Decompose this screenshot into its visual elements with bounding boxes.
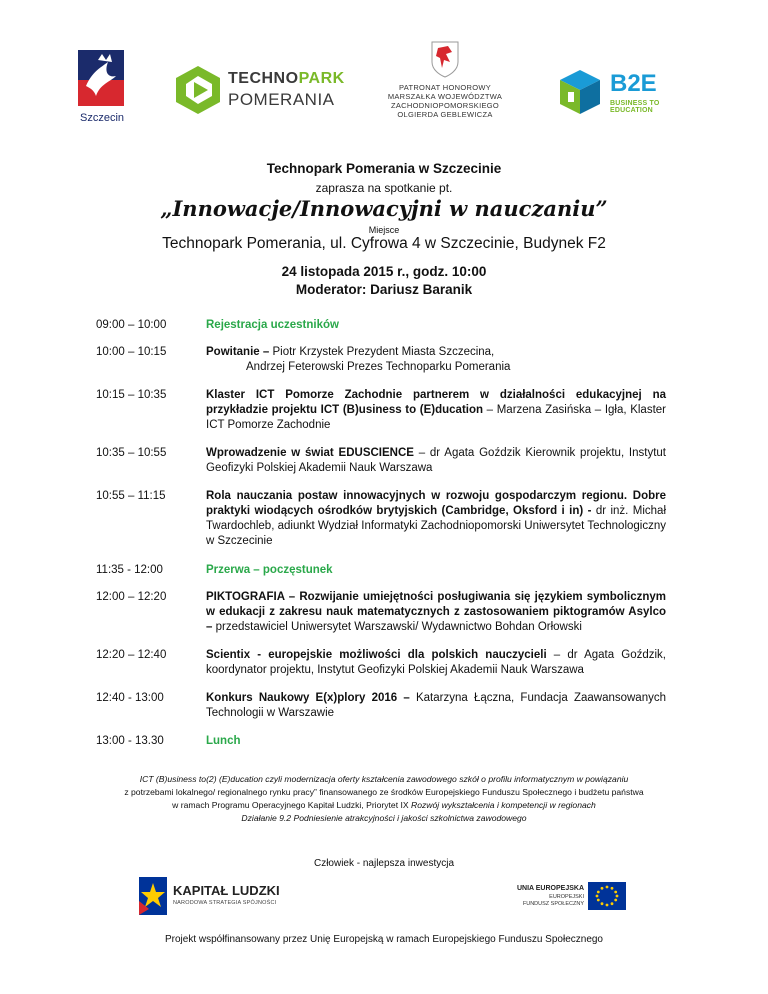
place-value: Technopark Pomerania, ul. Cyfrowa 4 w Szczecinie, Budynek F2 — [162, 235, 606, 252]
agenda-time: 11:35 - 12:00 — [96, 564, 163, 576]
patronat-text: PATRONAT HONOROWY MARSZAŁKA WOJEWÓDZTWA ZACHODNIOPOMORSKIEGO OLGIERDA GEBLEWICZA — [387, 83, 503, 119]
place-label: Miejsce — [368, 225, 400, 235]
agenda-time: 10:00 – 10:15 — [96, 346, 167, 358]
eu-logo — [506, 880, 626, 914]
agenda-time: 09:00 – 10:00 — [96, 319, 167, 331]
agenda-time: 10:35 – 10:55 — [96, 447, 167, 459]
invite-text: zaprasza na spotkanie pt. — [315, 181, 453, 195]
b2e-subtitle: BUSINESS TO EDUCATION — [610, 100, 660, 114]
event-title: „Innowacje/Innowacyjni w nauczaniu” — [160, 196, 608, 221]
kapital-ludzki-logo — [135, 873, 285, 919]
agenda-desc: Przerwa – poczęstunek — [206, 564, 333, 576]
agenda-desc: Lunch — [206, 735, 241, 747]
kapital-ludzki-star-icon — [135, 873, 171, 919]
b2e-logo — [554, 66, 704, 120]
szczecin-logo — [78, 50, 138, 128]
agenda-desc: Scientix - europejskie możliwości dla polskich nauczycieli – dr Agata Goździk, koordynator projektu, Instytut Geofizyki Polskiej Akademii Nauk Warszawa — [206, 649, 667, 676]
technopark-subtitle: POMERANIA — [228, 90, 335, 109]
agenda-time: 10:15 – 10:35 — [96, 389, 167, 401]
agenda-time: 12:00 – 12:20 — [96, 591, 167, 603]
agenda-desc: Powitanie – Piotr Krzystek Prezydent Miasta Szczecina, Andrzej Feterowski Prezes Technoparku Pomerania — [206, 346, 511, 373]
tagline: Człowiek - najlepsza inwestycja — [313, 858, 455, 869]
agenda-desc: Rejestracja uczestników — [206, 319, 339, 331]
kapital-ludzki-title: KAPITAŁ LUDZKI — [173, 883, 280, 898]
b2e-cube-icon — [554, 66, 606, 118]
agenda-time: 12:40 - 13:00 — [96, 692, 164, 704]
griffin-crest-icon — [430, 40, 460, 78]
moderator-line: Moderator: Dariusz Baranik — [295, 282, 473, 297]
patronat-logo — [380, 40, 510, 122]
szczecin-emblem-icon — [78, 50, 138, 110]
b2e-title: B2E — [610, 70, 657, 97]
organizer-title: Technopark Pomerania w Szczecinie — [266, 161, 502, 176]
technopark-logo — [172, 64, 352, 116]
eu-subtitle: EUROPEJSKI FUNDUSZ SPOŁECZNY — [522, 894, 584, 907]
agenda-time: 12:20 – 12:40 — [96, 649, 167, 661]
date-line: 24 listopada 2015 r., godz. 10:00 — [281, 264, 487, 279]
cofinancing-note: Projekt współfinansowany przez Unię Europejską w ramach Europejskiego Funduszu Społecznego — [164, 934, 603, 945]
agenda-desc: Wprowadzenie w świat EDUSCIENCE – dr Agata Goździk Kierownik projektu, Instytut Geofizyki Polskiej Akademii Nauk Warszawa — [206, 447, 666, 474]
agenda-time: 13:00 - 13.30 — [96, 735, 164, 747]
agenda-time: 10:55 – 11:15 — [96, 490, 166, 502]
agenda-desc: Rola nauczania postaw innowacyjnych w rozwoju gospodarczym regionu. Dobre praktyki wiodących ośrodków brytyjskich (Cambridge, Oksford i in) - dr inż. Michał Twardochleb, adiunkt Wydział Informatyki Zachodniopomorski Uniwersytet Technologiczny w Szczecinie — [206, 490, 667, 547]
kapital-ludzki-subtitle: NARODOWA STRATEGIA SPÓJNOŚCI — [173, 900, 277, 906]
agenda-desc: Konkurs Naukowy E(x)plory 2016 – Katarzyna Łączna, Fundacja Zaawansowanych Technologii w Warszawie — [206, 692, 666, 719]
agenda-desc: PIKTOGRAFIA – Rozwijanie umiejętności posługiwania się językiem symbolicznym w edukacji z zakresu nauk matematycznych z zastosowaniem piktogramów Asylco – przedstawiciel Uniwersytet Warszawski/ Wydawnictwo Bohdan Orłowski — [206, 591, 666, 633]
technopark-title: TECHNOPARK — [228, 70, 345, 87]
eu-flag-icon — [588, 882, 626, 910]
project-footnote: ICT (B)usiness to(2) (E)ducation czyli modernizacja oferty kształcenia zawodowego szkół o profilu informatycznym w powiązaniu z potrzebami lokalnego/ regionalnego rynku pracy” finansowanego ze środków Europejskiego Funduszu Społecznego i budżetu państwa w ramach Programu Operacyjnego Kapitał Ludzki, Priorytet IX Rozwój wykształcenia i kompetencji w regionach Działanie 9.2 Podniesienie atrakcyjności i jakości szkolnictwa zawodowego — [124, 774, 644, 823]
technopark-hexagon-icon — [172, 64, 224, 116]
agenda-desc: Klaster ICT Pomorze Zachodnie partnerem w działalności edukacyjnej na przykładzie projektu ICT (B)usiness to (E)ducation – Marzena Zasińska – Igła, Klaster ICT Pomorze Zachodnie — [206, 389, 666, 431]
szczecin-text: Szczecin — [80, 112, 125, 124]
eu-title: UNIA EUROPEJSKA — [516, 885, 584, 892]
